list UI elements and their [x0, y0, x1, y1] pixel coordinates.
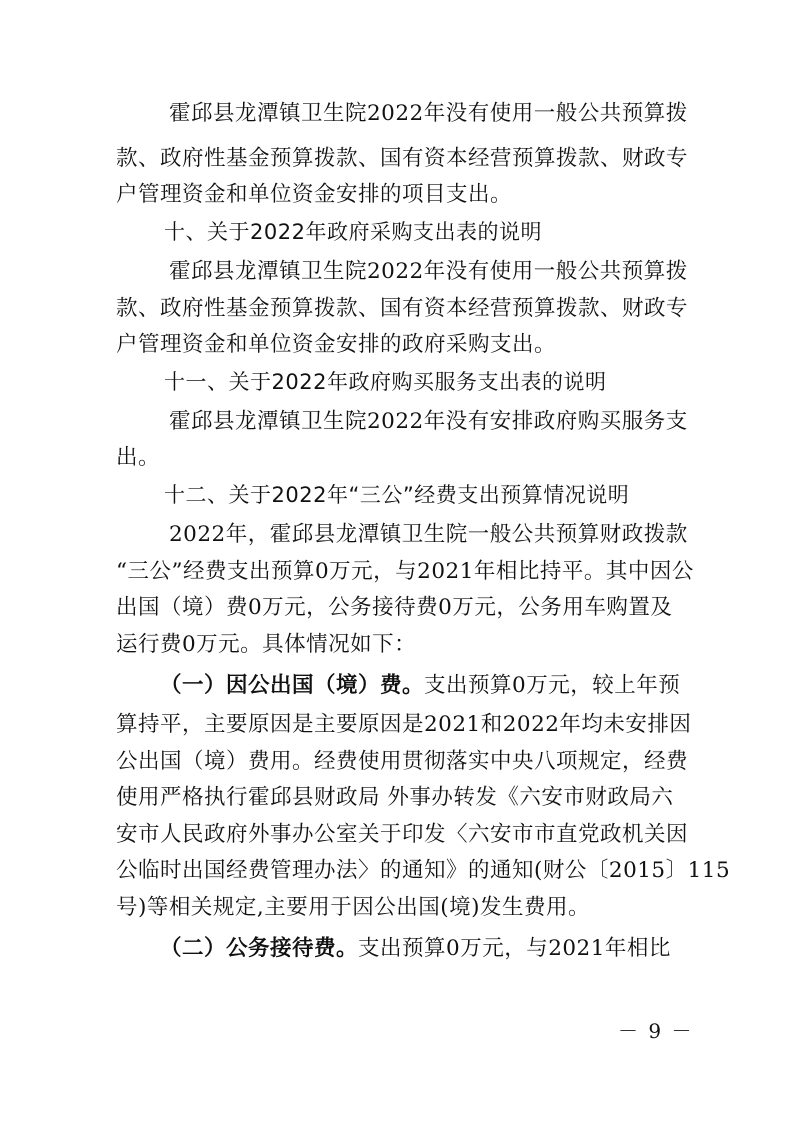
subsection-title-travel: （一）因公出国（境）费。: [160, 673, 425, 698]
subsection-line: [160, 935, 671, 963]
paragraph-line: 出国（境）费0万元，公务接待费0万元，公务用车购置及: [116, 595, 673, 620]
paragraph-line: 使用严格执行霍邱县财政局 外事办转发《六安市财政局六: [116, 785, 674, 810]
subsection-title-reception: （二）公务接待费。: [160, 936, 359, 961]
paragraph-line: 霍邱县龙潭镇卫生院2022年没有使用一般公共预算拨: [169, 101, 688, 126]
subsection-text: 支出预算0万元，与2021年相比: [358, 936, 671, 961]
section-heading-11: 十一、关于2022年政府购买服务支出表的说明: [164, 370, 607, 394]
paragraph-line: 公出国（境）费用。经费使用贯彻落实中央八项规定，经费: [116, 749, 689, 774]
paragraph-line: 霍邱县龙潭镇卫生院2022年没有安排政府购买服务支: [169, 409, 688, 434]
section-heading-10: 十、关于2022年政府采购支出表的说明: [164, 220, 542, 244]
paragraph-line: 安市人民政府外事办公室关于印发〈六安市市直党政机关因: [116, 822, 689, 847]
paragraph-line: 霍邱县龙潭镇卫生院2022年没有使用一般公共预算拨: [169, 259, 688, 284]
paragraph-line: 算持平，主要原因是主要原因是2021和2022年均未安排因: [116, 712, 692, 737]
paragraph-line: 户管理资金和单位资金安排的项目支出。: [116, 182, 513, 207]
paragraph-line: 款、政府性基金预算拨款、国有资本经营预算拨款、财政专: [116, 296, 689, 321]
paragraph-line: 款、政府性基金预算拨款、国有资本经营预算拨款、财政专: [116, 146, 689, 171]
paragraph-line: 户管理资金和单位资金安排的政府采购支出。: [116, 332, 557, 357]
paragraph-line: 运行费0万元。具体情况如下：: [116, 632, 417, 657]
paragraph-line: 公临时出国经费管理办法〉的通知》的通知(财公〔2015〕115: [116, 858, 731, 883]
section-heading-12: 十二、关于2022年“三公”经费支出预算情况说明: [164, 483, 630, 507]
paragraph-line: 号)等相关规定,主要用于因公出国(境)发生费用。: [116, 895, 591, 920]
subsection-text: 支出预算0万元，较上年预: [424, 673, 681, 698]
paragraph-line: “三公”经费支出预算0万元，与2021年相比持平。其中因公: [116, 559, 694, 584]
paragraph-line: 出。: [116, 445, 161, 470]
page-number: － 9 －: [618, 1019, 694, 1043]
paragraph-line: 2022年，霍邱县龙潭镇卫生院一般公共预算财政拨款: [169, 522, 688, 547]
subsection-line: [160, 672, 680, 700]
